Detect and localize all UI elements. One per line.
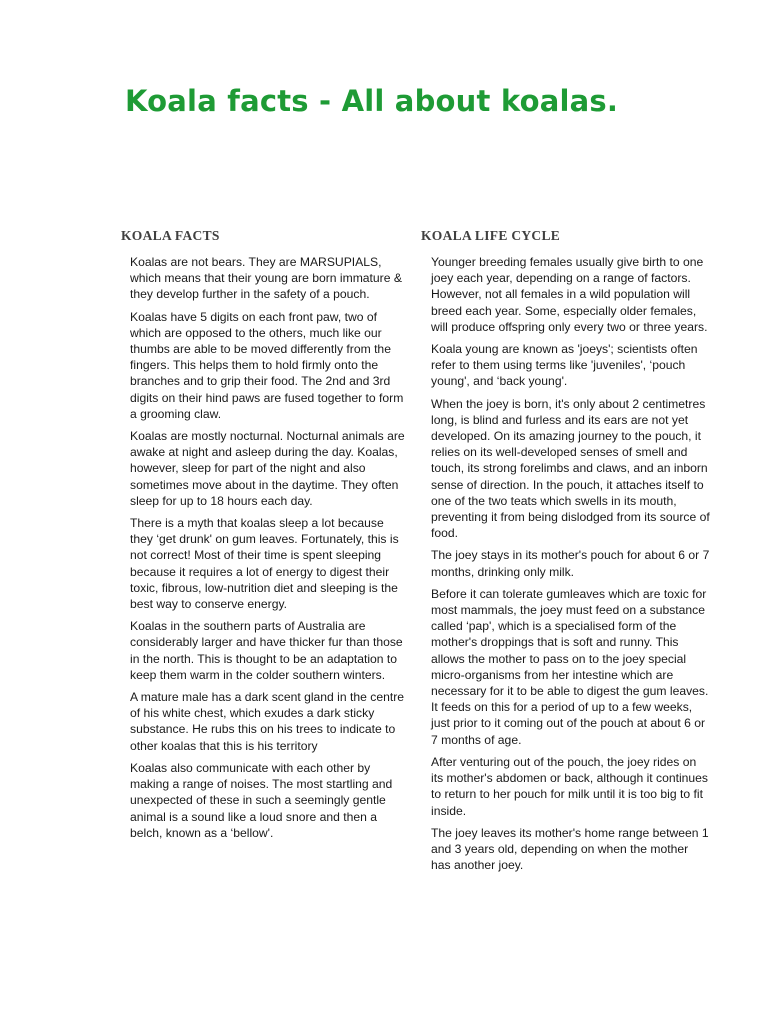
paragraph: Koalas have 5 digits on each front paw, two of which are opposed to the others, much like our thumbs are able to be moved differently from the fingers. This helps them to hold firmly onto the branches and to grip their food. The 2nd and 3rd digits on their hind paws are fused together to form a grooming claw.	[130, 309, 404, 421]
paragraph: Koalas are mostly nocturnal. Nocturnal animals are awake at night and asleep during the day. Koalas, however, sleep for part of the night and also sometimes move about in the daytime. They often sleep for up to 18 hours each day.	[130, 429, 405, 508]
section-heading-koala-life-cycle: KOALA LIFE CYCLE	[421, 228, 561, 243]
koala-facts-section	[121, 228, 406, 847]
paragraph: Koalas in the southern parts of Australia are considerably larger and have thicker fur than those in the north. This is thought to be an adaptation to keep them warm in the colder southern winters.	[130, 619, 403, 682]
paragraph: The joey stays in its mother's pouch for about 6 or 7 months, drinking only milk.	[431, 548, 710, 579]
koala-facts-body	[121, 254, 406, 841]
koala-life-cycle-body	[421, 254, 711, 873]
paragraph: Younger breeding females usually give birth to one joey each year, depending on a range of factors. However, not all females in a wild population will breed each year. Some, especially older females, will produce offspring only every two or three years.	[431, 255, 708, 334]
paragraph: After venturing out of the pouch, the joey rides on its mother's abdomen or back, although it continues to return to her pouch for milk until it is too big to fit inside.	[431, 754, 708, 818]
paragraph: When the joey is born, it's only about 2 centimetres long, is blind and furless and its ears are not yet developed. On its amazing journey to the pouch, it relies on its well-developed senses of smell and touch, its strong forelimbs and claws, and an inborn sense of direction. In the pouch, it attaches itself to one of the two teats which swells in its mouth, preventing it from being dislodged from its source of food.	[431, 396, 710, 541]
paragraph: There is a myth that koalas sleep a lot because they ‘get drunk' on gum leaves. Fortunately, this is not correct! Most of their time is spent sleeping because it requires a lot of energy to digest their toxic, fibrous, low-nutrition diet and sleeping is the best way to conserve energy.	[130, 516, 399, 612]
paragraph: Koalas also communicate with each other by making a range of noises. The most startling and unexpected of these in such a seemingly gentle animal is a sound like a loud snore and then a belch, known as a ‘bellow'.	[130, 760, 393, 840]
paragraph: Koalas are not bears. They are MARSUPIALS, which means that their young are born immature & they develop further in the safety of a pouch.	[130, 255, 402, 302]
koala-life-cycle-section	[421, 228, 711, 879]
section-heading-koala-facts: KOALA FACTS	[121, 228, 220, 243]
page-title: Koala facts - All about koalas.	[125, 84, 619, 118]
paragraph: A mature male has a dark scent gland in the centre of his white chest, which exudes a dark sticky substance. He rubs this on his trees to indicate to other koalas that this is his territory	[130, 690, 404, 753]
paragraph: The joey leaves its mother's home range between 1 and 3 years old, depending on when the mother has another joey.	[431, 825, 709, 873]
paragraph: Before it can tolerate gumleaves which are toxic for most mammals, the joey must feed on a substance called ‘pap', which is a specialised form of the mother's droppings that is soft and runny. This allows the mother to pass on to the joey special micro-organisms from her intestine which are necessary for it to be able to digest the gum leaves. It feeds on this for a period of up to a few weeks, just prior to it coming out of the pouch at about 6 or 7 months of age.	[431, 586, 709, 747]
paragraph: Koala young are known as 'joeys'; scientists often refer to them using terms like 'juveniles', ‘pouch young', and ‘back young'.	[431, 342, 698, 389]
